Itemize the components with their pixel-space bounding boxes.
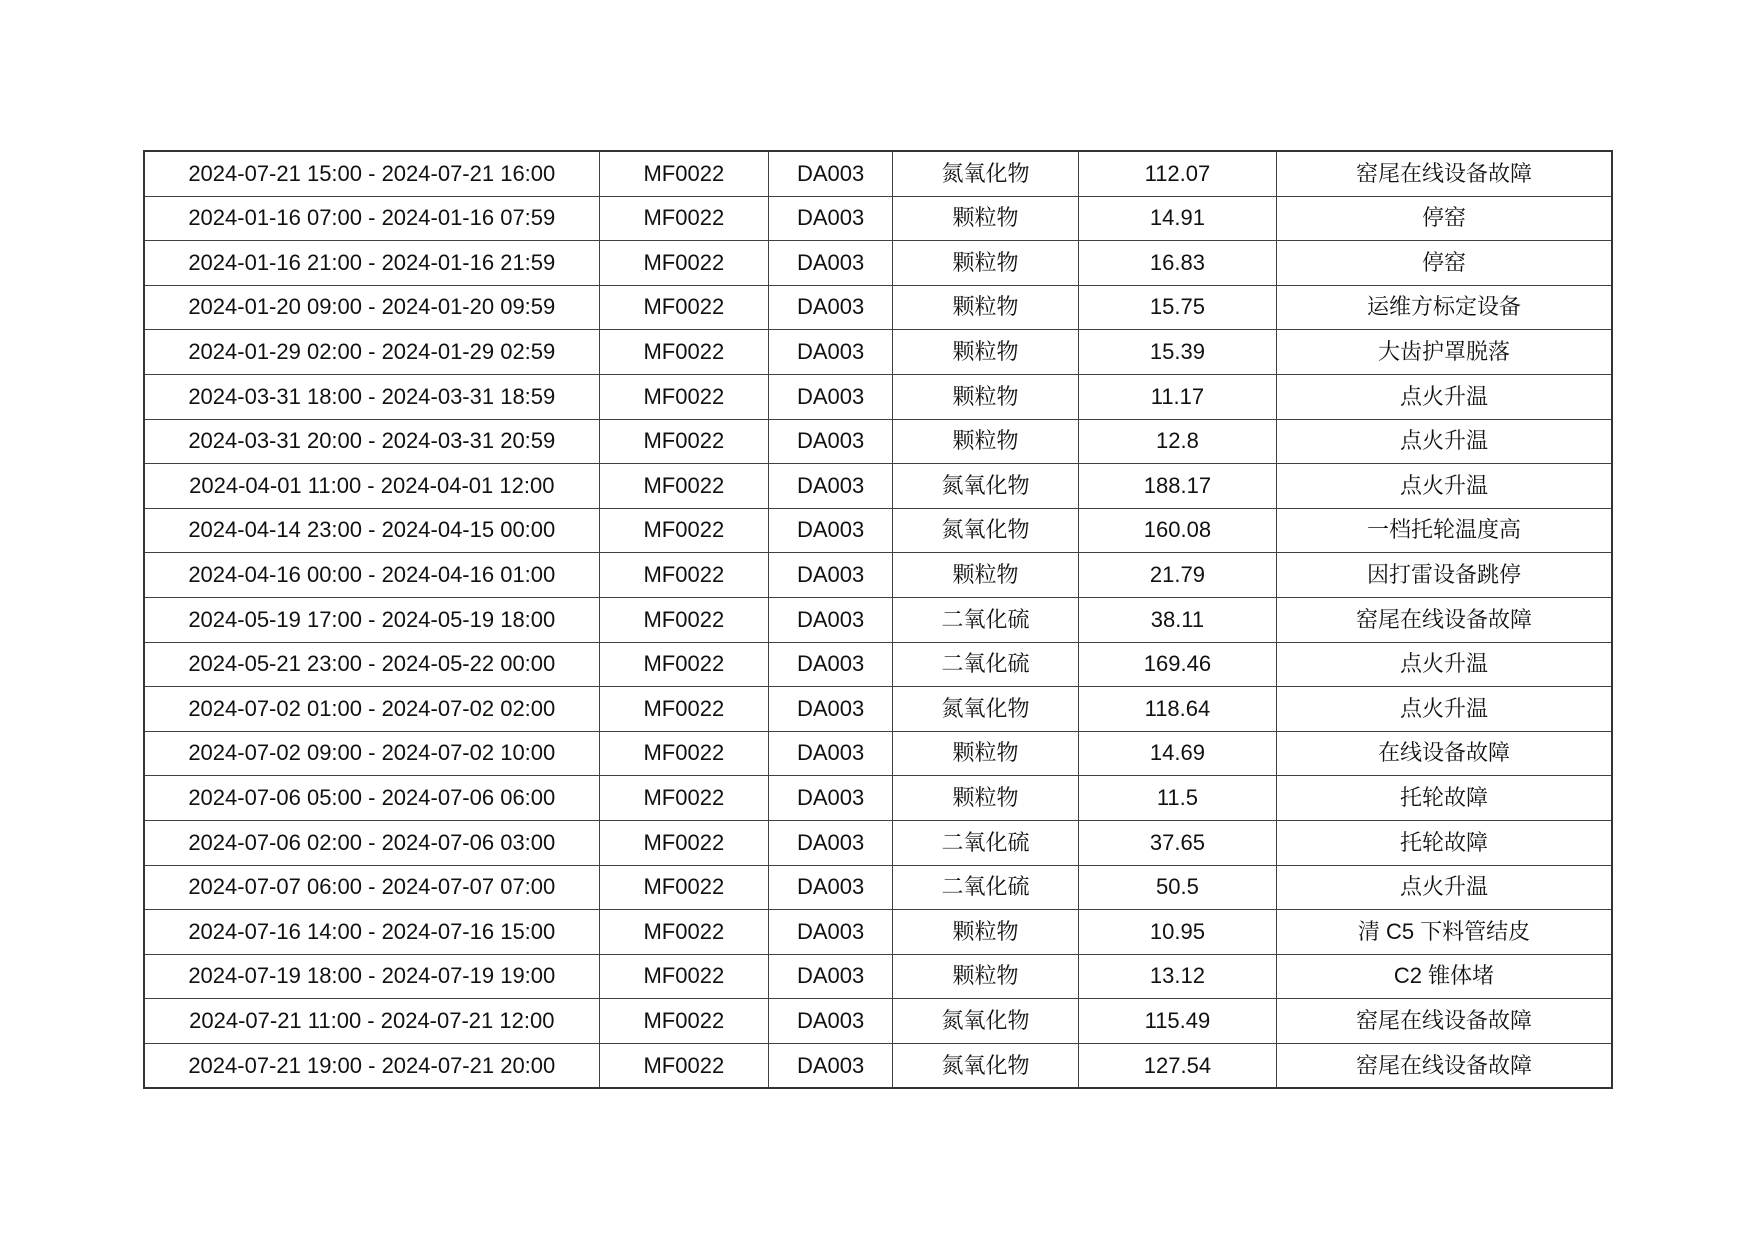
table-row: [144, 954, 1612, 999]
cell-time-range: 2024-04-16 00:00 - 2024-04-16 01:00: [144, 553, 599, 598]
cell-time-range: 2024-07-02 01:00 - 2024-07-02 02:00: [144, 687, 599, 732]
cell-value: 127.54: [1078, 1043, 1276, 1088]
cell-time-range: 2024-07-21 15:00 - 2024-07-21 16:00: [144, 151, 599, 196]
cell-facility-code: MF0022: [599, 419, 769, 464]
cell-pollutant: 氮氧化物: [893, 508, 1079, 553]
cell-outlet-code: DA003: [769, 597, 893, 642]
cell-time-range: 2024-01-16 07:00 - 2024-01-16 07:59: [144, 196, 599, 241]
cell-time-range: 2024-03-31 18:00 - 2024-03-31 18:59: [144, 374, 599, 419]
table-body: [144, 151, 1612, 1088]
cell-time-range: 2024-07-02 09:00 - 2024-07-02 10:00: [144, 731, 599, 776]
cell-value: 112.07: [1078, 151, 1276, 196]
cell-time-range: 2024-07-21 19:00 - 2024-07-21 20:00: [144, 1043, 599, 1088]
cell-outlet-code: DA003: [769, 687, 893, 732]
cell-reason: 窑尾在线设备故障: [1277, 597, 1612, 642]
cell-facility-code: MF0022: [599, 865, 769, 910]
table-row: [144, 151, 1612, 196]
cell-reason: 点火升温: [1277, 419, 1612, 464]
cell-time-range: 2024-04-01 11:00 - 2024-04-01 12:00: [144, 464, 599, 509]
cell-pollutant: 氮氧化物: [893, 1043, 1079, 1088]
cell-time-range: 2024-07-16 14:00 - 2024-07-16 15:00: [144, 910, 599, 955]
cell-facility-code: MF0022: [599, 776, 769, 821]
cell-pollutant: 颗粒物: [893, 910, 1079, 955]
cell-time-range: 2024-07-06 05:00 - 2024-07-06 06:00: [144, 776, 599, 821]
cell-value: 16.83: [1078, 241, 1276, 286]
cell-value: 10.95: [1078, 910, 1276, 955]
cell-outlet-code: DA003: [769, 642, 893, 687]
cell-time-range: 2024-01-16 21:00 - 2024-01-16 21:59: [144, 241, 599, 286]
cell-reason: 点火升温: [1277, 464, 1612, 509]
cell-time-range: 2024-01-29 02:00 - 2024-01-29 02:59: [144, 330, 599, 375]
table-row: [144, 196, 1612, 241]
cell-outlet-code: DA003: [769, 731, 893, 776]
table-row: [144, 642, 1612, 687]
cell-pollutant: 颗粒物: [893, 954, 1079, 999]
cell-outlet-code: DA003: [769, 820, 893, 865]
cell-pollutant: 颗粒物: [893, 330, 1079, 375]
cell-pollutant: 二氧化硫: [893, 865, 1079, 910]
cell-facility-code: MF0022: [599, 241, 769, 286]
cell-reason: 大齿护罩脱落: [1277, 330, 1612, 375]
cell-facility-code: MF0022: [599, 508, 769, 553]
table-row: [144, 508, 1612, 553]
cell-time-range: 2024-07-06 02:00 - 2024-07-06 03:00: [144, 820, 599, 865]
cell-reason: 托轮故障: [1277, 820, 1612, 865]
table-row: [144, 464, 1612, 509]
cell-facility-code: MF0022: [599, 151, 769, 196]
cell-outlet-code: DA003: [769, 196, 893, 241]
cell-pollutant: 二氧化硫: [893, 642, 1079, 687]
cell-reason: 点火升温: [1277, 687, 1612, 732]
cell-value: 14.69: [1078, 731, 1276, 776]
cell-value: 12.8: [1078, 419, 1276, 464]
cell-pollutant: 颗粒物: [893, 196, 1079, 241]
cell-outlet-code: DA003: [769, 1043, 893, 1088]
cell-reason: C2 锥体堵: [1277, 954, 1612, 999]
cell-outlet-code: DA003: [769, 776, 893, 821]
table-row: [144, 999, 1612, 1044]
cell-value: 37.65: [1078, 820, 1276, 865]
cell-facility-code: MF0022: [599, 910, 769, 955]
cell-reason: 托轮故障: [1277, 776, 1612, 821]
cell-facility-code: MF0022: [599, 464, 769, 509]
table-row: [144, 285, 1612, 330]
cell-value: 188.17: [1078, 464, 1276, 509]
table-row: [144, 776, 1612, 821]
cell-value: 21.79: [1078, 553, 1276, 598]
cell-facility-code: MF0022: [599, 330, 769, 375]
cell-facility-code: MF0022: [599, 687, 769, 732]
cell-pollutant: 颗粒物: [893, 776, 1079, 821]
cell-outlet-code: DA003: [769, 464, 893, 509]
cell-outlet-code: DA003: [769, 241, 893, 286]
cell-value: 11.17: [1078, 374, 1276, 419]
cell-outlet-code: DA003: [769, 865, 893, 910]
cell-pollutant: 氮氧化物: [893, 464, 1079, 509]
cell-pollutant: 氮氧化物: [893, 151, 1079, 196]
cell-time-range: 2024-05-21 23:00 - 2024-05-22 00:00: [144, 642, 599, 687]
table-row: [144, 910, 1612, 955]
cell-outlet-code: DA003: [769, 910, 893, 955]
cell-value: 115.49: [1078, 999, 1276, 1044]
cell-time-range: 2024-01-20 09:00 - 2024-01-20 09:59: [144, 285, 599, 330]
cell-value: 11.5: [1078, 776, 1276, 821]
cell-time-range: 2024-07-21 11:00 - 2024-07-21 12:00: [144, 999, 599, 1044]
cell-facility-code: MF0022: [599, 820, 769, 865]
cell-facility-code: MF0022: [599, 285, 769, 330]
table-row: [144, 865, 1612, 910]
cell-value: 13.12: [1078, 954, 1276, 999]
cell-facility-code: MF0022: [599, 642, 769, 687]
cell-value: 15.75: [1078, 285, 1276, 330]
cell-outlet-code: DA003: [769, 151, 893, 196]
cell-time-range: 2024-07-07 06:00 - 2024-07-07 07:00: [144, 865, 599, 910]
cell-value: 160.08: [1078, 508, 1276, 553]
table-row: [144, 419, 1612, 464]
cell-value: 50.5: [1078, 865, 1276, 910]
cell-pollutant: 颗粒物: [893, 374, 1079, 419]
table-row: [144, 330, 1612, 375]
cell-pollutant: 颗粒物: [893, 553, 1079, 598]
cell-pollutant: 二氧化硫: [893, 820, 1079, 865]
cell-outlet-code: DA003: [769, 419, 893, 464]
cell-facility-code: MF0022: [599, 597, 769, 642]
cell-reason: 运维方标定设备: [1277, 285, 1612, 330]
cell-reason: 点火升温: [1277, 374, 1612, 419]
cell-facility-code: MF0022: [599, 196, 769, 241]
table-row: [144, 731, 1612, 776]
cell-value: 15.39: [1078, 330, 1276, 375]
cell-outlet-code: DA003: [769, 954, 893, 999]
cell-reason: 窑尾在线设备故障: [1277, 151, 1612, 196]
cell-facility-code: MF0022: [599, 954, 769, 999]
cell-reason: 点火升温: [1277, 865, 1612, 910]
table-row: [144, 1043, 1612, 1088]
cell-pollutant: 颗粒物: [893, 241, 1079, 286]
cell-pollutant: 二氧化硫: [893, 597, 1079, 642]
cell-time-range: 2024-03-31 20:00 - 2024-03-31 20:59: [144, 419, 599, 464]
table-row: [144, 553, 1612, 598]
cell-facility-code: MF0022: [599, 374, 769, 419]
cell-outlet-code: DA003: [769, 553, 893, 598]
cell-pollutant: 颗粒物: [893, 731, 1079, 776]
cell-reason: 一档托轮温度高: [1277, 508, 1612, 553]
table-row: [144, 597, 1612, 642]
cell-facility-code: MF0022: [599, 999, 769, 1044]
cell-reason: 停窑: [1277, 241, 1612, 286]
table-row: [144, 687, 1612, 732]
cell-pollutant: 氮氧化物: [893, 687, 1079, 732]
cell-outlet-code: DA003: [769, 330, 893, 375]
cell-reason: 因打雷设备跳停: [1277, 553, 1612, 598]
cell-value: 38.11: [1078, 597, 1276, 642]
cell-outlet-code: DA003: [769, 999, 893, 1044]
cell-reason: 在线设备故障: [1277, 731, 1612, 776]
cell-value: 118.64: [1078, 687, 1276, 732]
cell-reason: 窑尾在线设备故障: [1277, 999, 1612, 1044]
cell-pollutant: 氮氧化物: [893, 999, 1079, 1044]
cell-reason: 停窑: [1277, 196, 1612, 241]
cell-value: 169.46: [1078, 642, 1276, 687]
cell-value: 14.91: [1078, 196, 1276, 241]
table-row: [144, 241, 1612, 286]
cell-outlet-code: DA003: [769, 374, 893, 419]
cell-facility-code: MF0022: [599, 731, 769, 776]
table-row: [144, 374, 1612, 419]
cell-facility-code: MF0022: [599, 553, 769, 598]
cell-reason: 清 C5 下料管结皮: [1277, 910, 1612, 955]
cell-pollutant: 颗粒物: [893, 419, 1079, 464]
cell-time-range: 2024-05-19 17:00 - 2024-05-19 18:00: [144, 597, 599, 642]
cell-facility-code: MF0022: [599, 1043, 769, 1088]
cell-outlet-code: DA003: [769, 285, 893, 330]
cell-time-range: 2024-07-19 18:00 - 2024-07-19 19:00: [144, 954, 599, 999]
cell-pollutant: 颗粒物: [893, 285, 1079, 330]
cell-time-range: 2024-04-14 23:00 - 2024-04-15 00:00: [144, 508, 599, 553]
exceedance-records-table: [143, 150, 1613, 1089]
cell-outlet-code: DA003: [769, 508, 893, 553]
cell-reason: 点火升温: [1277, 642, 1612, 687]
cell-reason: 窑尾在线设备故障: [1277, 1043, 1612, 1088]
table-row: [144, 820, 1612, 865]
